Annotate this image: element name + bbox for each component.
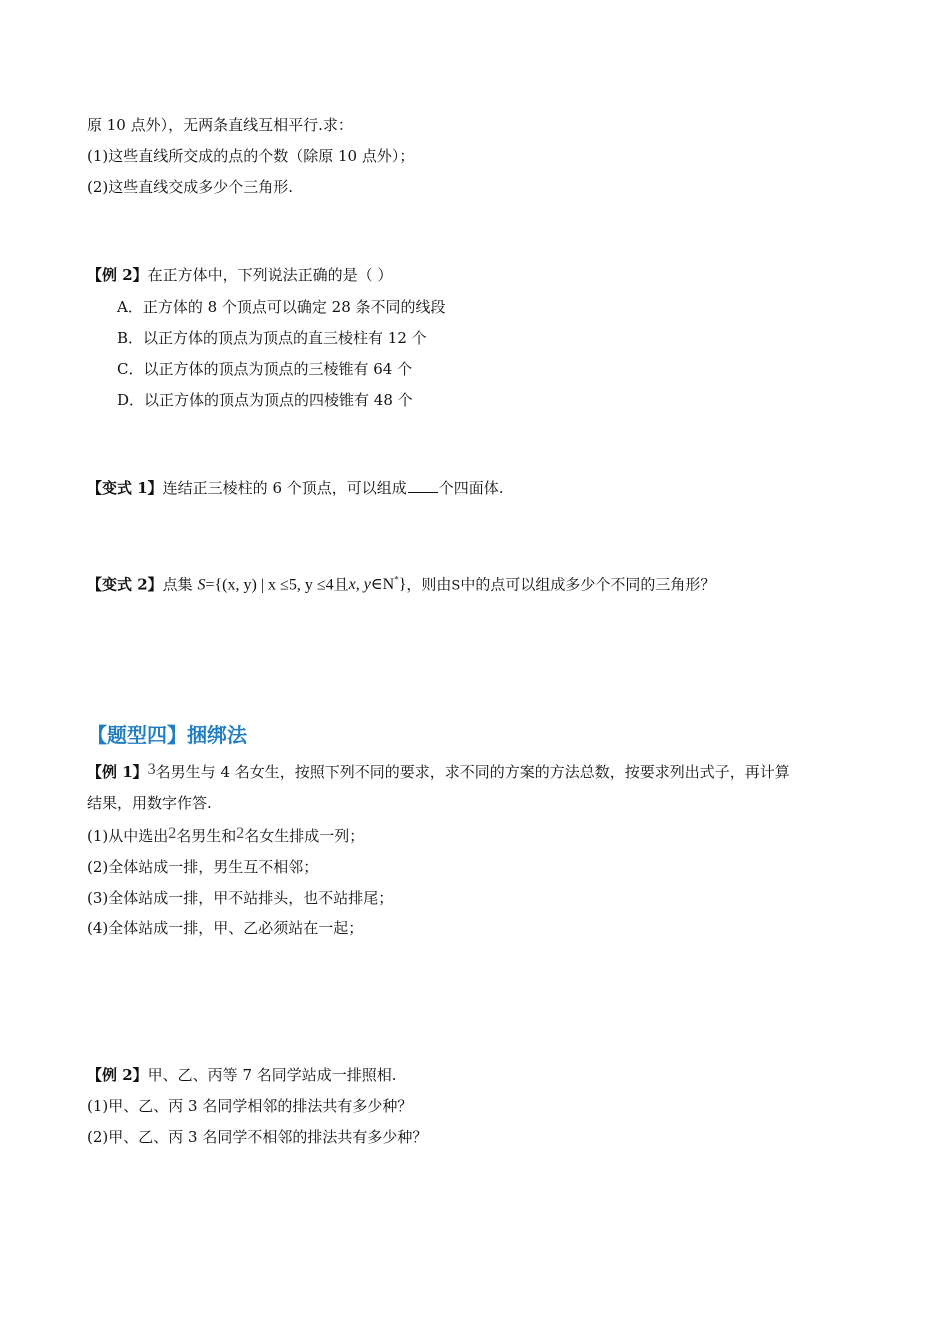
- variant-text-after: ，则由: [406, 575, 452, 594]
- example-stem-text: 甲、乙、丙等 7 名同学站成一排照相.: [147, 1066, 397, 1084]
- example-label: 【例 2】: [87, 1066, 148, 1084]
- bundle-question-1: [87, 826, 364, 847]
- question-1: (1)这些直线所交成的点的个数（除原 10 点外）；: [87, 147, 415, 165]
- set-member: ∈N: [370, 576, 395, 594]
- set-body: ={(x, y) | x ≤5, y ≤4: [205, 576, 334, 594]
- variant-text-end: 中的点可以组成多少个不同的三角形？: [460, 575, 716, 594]
- set-star: *: [394, 575, 399, 585]
- variant-label: 【变式 1】: [87, 479, 163, 497]
- bundle-example-2-question-2: (2)甲、乙、丙 3 名同学不相邻的排法共有多少种？: [87, 1128, 428, 1146]
- math-number: 2: [168, 825, 177, 842]
- variant-text-after: 个四面体.: [438, 479, 504, 497]
- option-c: C．以正方体的顶点为顶点的三棱锥有 64 个: [117, 360, 413, 378]
- bundle-example-2-stem: [87, 1065, 397, 1085]
- variant-1: [87, 478, 504, 498]
- bundle-question-2: (2)全体站成一排，男生互不相邻；: [87, 858, 319, 876]
- set-close: }: [398, 576, 407, 594]
- bundle-example-2-question-1: (1)甲、乙、丙 3 名同学相邻的排法共有多少种？: [87, 1097, 413, 1115]
- example-label: 【例 1】: [87, 763, 148, 781]
- bundle-question-4: (4)全体站成一排，甲、乙必须站在一起；: [87, 919, 364, 937]
- example-text: 名男生与 4 名女生，按照下列不同的要求，求不同的方案的方法总数，按要求列出式子，再计算: [155, 763, 790, 781]
- variant-text-before: 连结正三棱柱的 6 个顶点，可以组成: [162, 479, 407, 497]
- set-vars: x, y: [348, 576, 371, 594]
- bundle-example-1-line-2: 结果，用数字作答.: [87, 794, 212, 812]
- question-suffix: 名女生排成一列；: [244, 827, 365, 845]
- set-name-small: S: [451, 578, 461, 594]
- set-name: S: [197, 576, 206, 594]
- question-2: (2)这些直线交成多少个三角形.: [87, 178, 294, 196]
- math-number: 3: [147, 761, 156, 778]
- problem-continuation-line: 原 10 点外），无两条直线互相平行.求：: [87, 116, 353, 134]
- set-expression: [197, 576, 333, 593]
- question-mid: 名男生和: [176, 827, 237, 845]
- bundle-question-3: (3)全体站成一排，甲不站排头，也不站排尾；: [87, 889, 394, 907]
- variant-text-before: 点集: [162, 575, 193, 594]
- example-label: 【例 2】: [87, 266, 148, 284]
- option-a: A．正方体的 8 个顶点可以确定 28 条不同的线段: [117, 298, 446, 316]
- bundle-example-1-line-1: [87, 762, 790, 783]
- fill-in-blank: [408, 478, 438, 493]
- variant-label: 【变式 2】: [87, 575, 163, 594]
- example-2-stem: [87, 265, 392, 285]
- example-stem-text: 在正方体中，下列说法正确的是（ ）: [147, 266, 393, 284]
- set-connector: 且: [333, 575, 349, 594]
- section-heading: 【题型四】捆绑法: [87, 723, 247, 747]
- question-prefix: (1)从中选出: [87, 827, 169, 845]
- option-d: D．以正方体的顶点为顶点的四棱锥有 48 个: [117, 391, 413, 409]
- variant-2: [87, 570, 715, 596]
- option-b: B．以正方体的顶点为顶点的直三棱柱有 12 个: [117, 329, 427, 347]
- math-number: 2: [236, 825, 245, 842]
- set-membership: [349, 576, 407, 593]
